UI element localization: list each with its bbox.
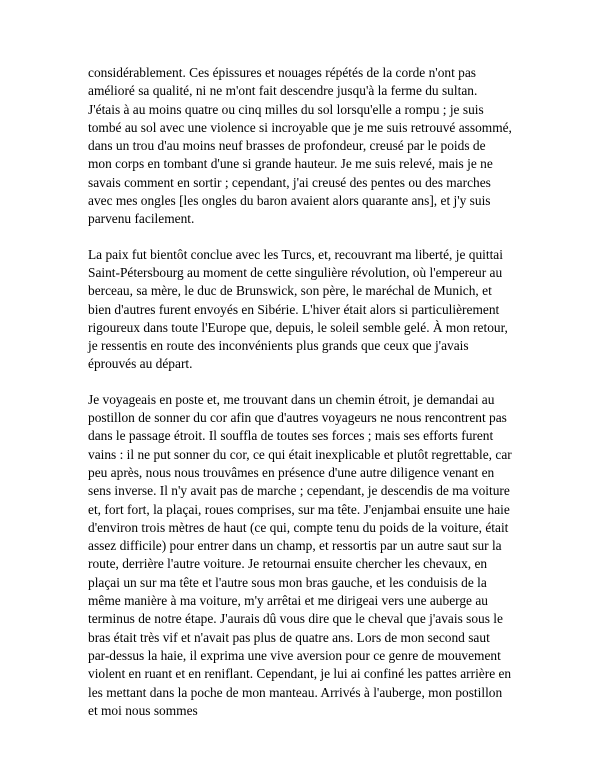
paragraph-3: Je voyageais en poste et, me trouvant dans un chemin étroit, je demandai au postillon de sonner du cor afin que d'autres voyageurs ne nous rencontrent pas dans le passage étroit. Il souffla de toutes ses forces ; mais ses efforts furent vains : il ne put sonner du cor, ce qui était inexplicable et plutôt regrettable, car peu après, nous nous trouvâmes en présence d'une autre diligence venant en sens inverse. Il n'y avait pas de marche ; cependant, je descendis de ma voiture et, fort fort, la plaçai, roues comprises, sur ma tête. J'enjambai ensuite une haie d'environ trois mètres de haut (ce qui, compte tenu du poids de la voiture, était assez difficile) pour entrer dans un champ, et ressortis par un autre saut sur la route, derrière l'autre voiture. Je retournai ensuite chercher les chevaux, en plaçai un sur ma tête et l'autre sous mon bras gauche, et les conduisis de la même manière à ma voiture, m'y arrêtai et me dirigeai vers une auberge au terminus de notre étape. J'aurais dû vous dire que le cheval que j'avais sous le bras était très vif et n'avait pas plus de quatre ans. Lors de mon second saut par-dessus la haie, il exprima une vive aversion pour ce genre de mouvement violent en ruant et en reniflant. Cependant, je lui ai confiné les pattes arrière en les mettant dans la poche de mon manteau. Arrivés à l'auberge, mon postillon et moi nous sommes [88,391,512,718]
paragraph-2: La paix fut bientôt conclue avec les Turcs, et, recouvrant ma liberté, je quittai Saint-Pétersbourg au moment de cette singulière révolution, où l'empereur au berceau, sa mère, le duc de Brunswick, son père, le maréchal de Munich, et bien d'autres furent envoyés en Sibérie. L'hiver était alors si particulièrement rigoureux dans toute l'Europe que, depuis, le soleil semble gelé. À mon retour, je ressentis en route des inconvénients plus grands que ceux que j'avais éprouvés au départ. [88,246,508,372]
document-body [88,64,512,737]
paragraph-1: considérablement. Ces épissures et nouages répétés de la corde n'ont pas amélioré sa qualité, ni ne m'ont fait descendre jusqu'à la ferme du sultan. J'étais à au moins quatre ou cinq milles du sol lorsqu'elle a rompu ; je suis tombé au sol avec une violence si incroyable que je me suis retrouvé assommé, dans un trou d'au moins neuf brasses de profondeur, creusé par le poids de mon corps en tombant d'une si grande hauteur. Je me suis relevé, mais je ne savais comment en sortir ; cependant, j'ai creusé des pentes ou des marches avec mes ongles [les ongles du baron avaient alors quarante ans], et j'y suis parvenu facilement. [88,65,512,227]
